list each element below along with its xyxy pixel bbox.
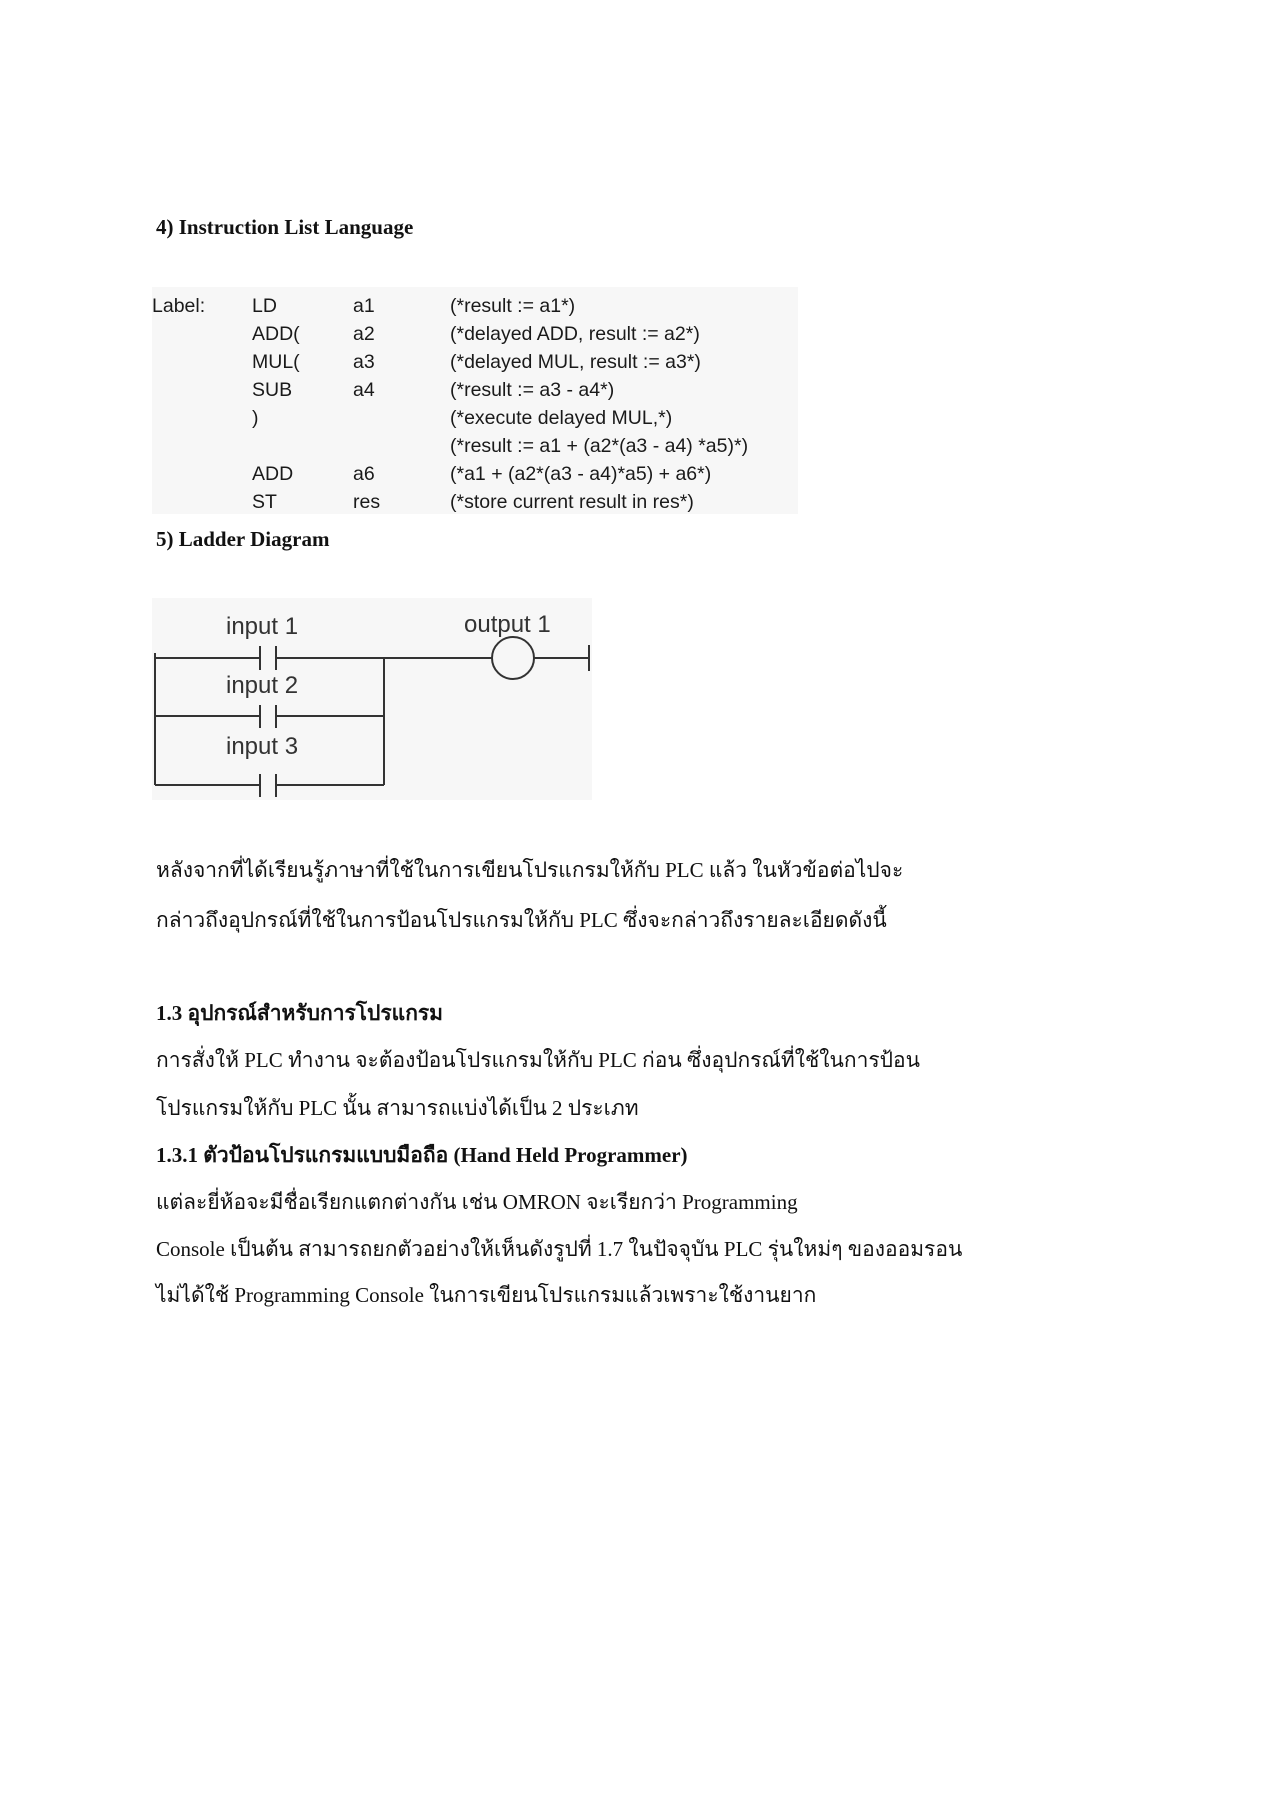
section-heading-1-3-1: 1.3.1 ตัวป้อนโปรแกรมแบบมือถือ (Hand Held Programmer) (156, 1143, 688, 1167)
il-comment: (*execute delayed MUL,*) (450, 407, 673, 429)
il-comment: (*delayed MUL, result := a3*) (450, 351, 701, 373)
il-comment: (*delayed ADD, result := a2*) (450, 323, 700, 345)
paragraph-line: หลังจากที่ได้เรียนรู้ภาษาที่ใช้ในการเขียนโปรแกรมให้กับ PLC แล้ว ในหัวข้อต่อไปจะ (156, 858, 904, 882)
section-heading-instruction-list: 4) Instruction List Language (156, 215, 414, 239)
il-op: ) (252, 407, 259, 429)
paragraph-line: ไม่ได้ใช้ Programming Console ในการเขียนโปรแกรมแล้วเพราะใช้งานยาก (156, 1283, 817, 1307)
ladder-diagram-figure (152, 598, 592, 800)
il-arg: a2 (353, 323, 375, 345)
il-comment: (*result := a3 - a4*) (450, 379, 615, 401)
ladder-label-output1: output 1 (464, 611, 551, 638)
paragraph-line: Console เป็นต้น สามารถยกตัวอย่างให้เห็นดังรูปที่ 1.7 ในปัจจุบัน PLC รุ่นใหม่ๆ ของออมรอน (156, 1237, 963, 1261)
il-arg: res (353, 491, 381, 513)
section-heading-1-3: 1.3 อุปกรณ์สำหรับการโปรแกรม (156, 1001, 444, 1025)
output-coil (492, 637, 534, 679)
ladder-label-input2: input 2 (226, 672, 299, 699)
il-comment: (*store current result in res*) (450, 491, 694, 513)
instruction-list-figure (152, 287, 798, 514)
ladder-label-input3: input 3 (226, 733, 299, 760)
il-label: Label: (152, 295, 206, 317)
paragraph-line: โปรแกรมให้กับ PLC นั้น สามารถแบ่งได้เป็น 2 ประเภท (156, 1096, 639, 1120)
il-comment: (*a1 + (a2*(a3 - a4)*a5) + a6*) (450, 463, 712, 485)
paragraph-line: กล่าวถึงอุปกรณ์ที่ใช้ในการป้อนโปรแกรมให้กับ PLC ซึ่งจะกล่าวถึงรายละเอียดดังนี้ (156, 908, 887, 932)
il-op: MUL( (252, 351, 300, 373)
il-arg: a4 (353, 379, 375, 401)
il-op: LD (252, 295, 277, 317)
paragraph-line: แต่ละยี่ห้อจะมีชื่อเรียกแตกต่างกัน เช่น OMRON จะเรียกว่า Programming (156, 1190, 798, 1214)
section-heading-ladder-diagram: 5) Ladder Diagram (156, 527, 330, 551)
paragraph-line: การสั่งให้ PLC ทำงาน จะต้องป้อนโปรแกรมให้กับ PLC ก่อน ซึ่งอุปกรณ์ที่ใช้ในการป้อน (156, 1048, 920, 1072)
il-comment: (*result := a1 + (a2*(a3 - a4) *a5)*) (450, 435, 749, 457)
il-op: ADD( (252, 323, 300, 345)
il-arg: a3 (353, 351, 375, 373)
il-arg: a6 (353, 463, 375, 485)
il-op: ST (252, 491, 277, 513)
il-op: SUB (252, 379, 293, 401)
il-comment: (*result := a1*) (450, 295, 576, 317)
ladder-label-input1: input 1 (226, 613, 299, 640)
il-op: ADD (252, 463, 294, 485)
il-arg: a1 (353, 295, 375, 317)
ladder-diagram-svg (152, 598, 592, 800)
